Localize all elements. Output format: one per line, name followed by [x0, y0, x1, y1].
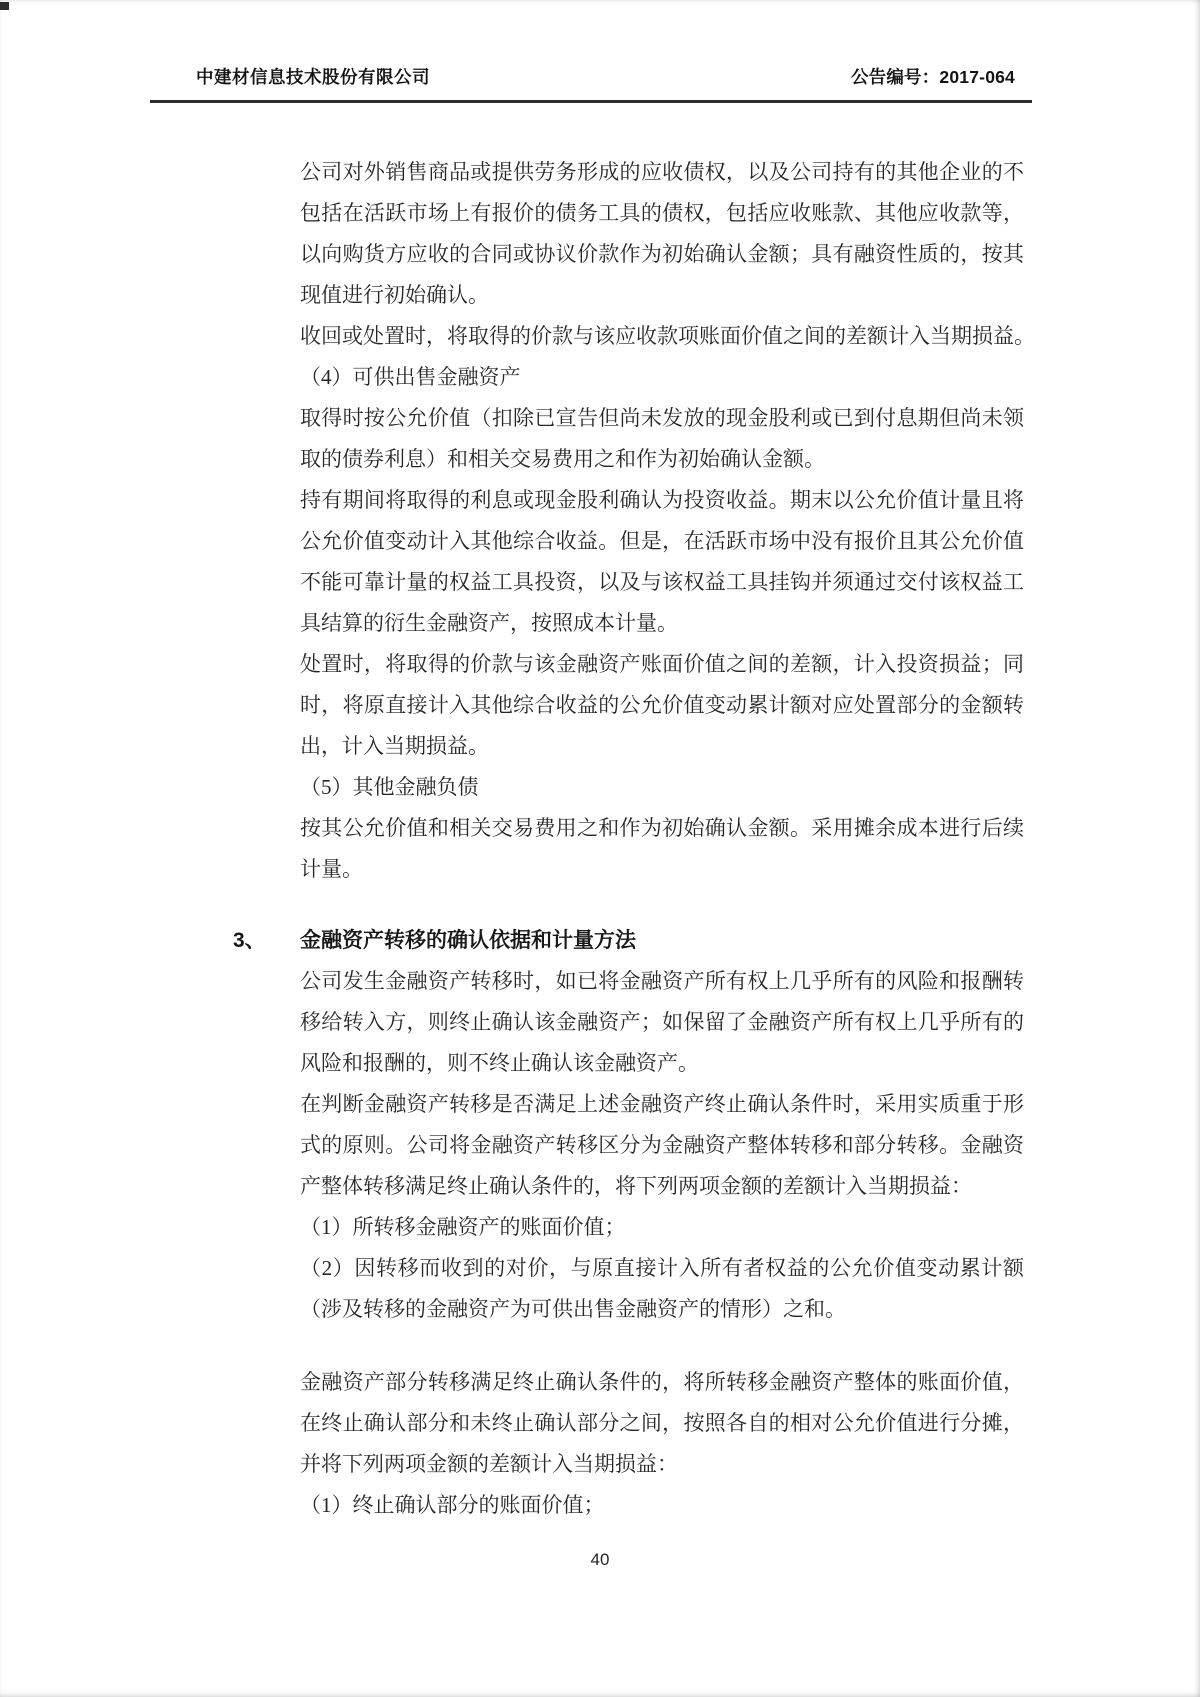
text-line: （1）所转移金融资产的账面价值； — [300, 1215, 626, 1239]
text-line: （4）可供出售金融资产 — [300, 365, 521, 389]
text-line: 收回或处置时，将取得的价款与该应收款项账面价值之间的差额计入当期损益。 — [300, 324, 1035, 348]
text-line: 在判断金融资产转移是否满足上述金融资产终止确认条件时，采用实质重于形 — [300, 1092, 1024, 1116]
text-line: 计量。 — [300, 857, 363, 881]
text-line: 不能可靠计量的权益工具投资，以及与该权益工具挂钩并须通过交付该权益工 — [300, 570, 1024, 594]
text-line: （涉及转移的金融资产为可供出售金融资产的情形）之和。 — [300, 1297, 846, 1321]
paragraph — [300, 1084, 1024, 1207]
paragraph — [300, 808, 1024, 890]
text-line: 取得时按公允价值（扣除已宣告但尚未发放的现金股利或已到付息期但尚未领 — [300, 406, 1024, 430]
text-line: （1）终止确认部分的账面价值； — [300, 1493, 605, 1517]
text-line: 金融资产部分转移满足终止确认条件的，将所转移金融资产整体的账面价值， — [300, 1370, 1024, 1394]
document-body — [233, 152, 1035, 1526]
paragraph — [300, 1207, 1024, 1248]
scan-artifact-mark — [0, 2, 9, 10]
text-line: 移给转入方，则终止确认该金融资产；如保留了金融资产所有权上几乎所有的 — [300, 1010, 1024, 1034]
section-heading — [233, 920, 1024, 961]
paragraph — [300, 316, 1035, 357]
text-line: 风险和报酬的，则不终止确认该金融资产。 — [300, 1051, 699, 1075]
section-title: 金融资产转移的确认依据和计量方法 — [300, 929, 636, 952]
page-number: 40 — [590, 1550, 610, 1569]
text-line: 以向购货方应收的合同或协议价款作为初始确认金额；具有融资性质的，按其 — [300, 242, 1024, 266]
text-line: 并将下列两项金额的差额计入当期损益： — [300, 1452, 678, 1476]
header-divider — [150, 100, 1032, 103]
text-line: （5）其他金融负债 — [300, 775, 479, 799]
text-line: 公司对外销售商品或提供劳务形成的应收债权，以及公司持有的其他企业的不 — [300, 160, 1024, 184]
text-line: 持有期间将取得的利息或现金股利确认为投资收益。期末以公允价值计量且将 — [300, 488, 1024, 512]
text-line: 在终止确认部分和未终止确认部分之间，按照各自的相对公允价值进行分摊， — [300, 1411, 1024, 1435]
announcement-number: 公告编号：2017-064 — [850, 67, 1015, 87]
text-line: 公允价值变动计入其他综合收益。但是，在活跃市场中没有报价且其公允价值 — [300, 529, 1024, 553]
section-number: 3、 — [233, 929, 266, 952]
text-line: 按其公允价值和相关交易费用之和作为初始确认金额。采用摊余成本进行后续 — [300, 816, 1024, 840]
paragraph — [300, 1248, 1024, 1330]
paragraph — [300, 644, 1024, 767]
text-line: （2）因转移而收到的对价，与原直接计入所有者权益的公允价值变动累计额 — [300, 1256, 1024, 1280]
paragraph — [300, 767, 1024, 808]
paragraph — [300, 152, 1024, 316]
page-header — [0, 64, 1200, 94]
text-line: 公司发生金融资产转移时，如已将金融资产所有权上几乎所有的风险和报酬转 — [300, 969, 1024, 993]
text-line: 取的债券利息）和相关交易费用之和作为初始确认金额。 — [300, 447, 825, 471]
text-line: 式的原则。公司将金融资产转移区分为金融资产整体转移和部分转移。金融资 — [300, 1133, 1024, 1157]
text-line: 产整体转移满足终止确认条件的，将下列两项金额的差额计入当期损益： — [300, 1174, 972, 1198]
company-name: 中建材信息技术股份有限公司 — [196, 67, 430, 87]
paragraph — [300, 1485, 1024, 1526]
text-line: 具结算的衍生金融资产，按照成本计量。 — [300, 611, 678, 635]
paragraph — [300, 1362, 1024, 1485]
text-line: 出，计入当期损益。 — [300, 734, 489, 758]
text-line: 包括在活跃市场上有报价的债务工具的债权，包括应收账款、其他应收款等， — [300, 201, 1024, 225]
text-line: 处置时，将取得的价款与该金融资产账面价值之间的差额，计入投资损益；同 — [300, 652, 1024, 676]
text-line: 时，将原直接计入其他综合收益的公允价值变动累计额对应处置部分的金额转 — [300, 693, 1024, 717]
paragraph — [300, 357, 1024, 398]
paragraph — [300, 480, 1024, 644]
paragraph — [300, 398, 1024, 480]
paragraph — [300, 961, 1024, 1084]
text-line: 现值进行初始确认。 — [300, 283, 489, 307]
